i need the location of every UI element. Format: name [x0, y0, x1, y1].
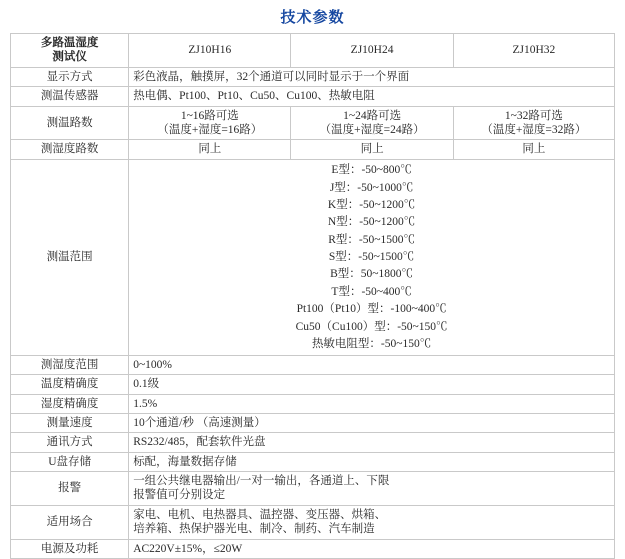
row-label-humidity-channels: 测湿度路数: [11, 140, 129, 159]
temp-range-item: 热敏电阻型：-50~150℃: [311, 337, 432, 350]
row-value-humidity-channels-2: 同上: [291, 140, 453, 159]
temp-range-item: E型：-50~800℃: [331, 164, 412, 177]
table-row: [11, 413, 615, 432]
model-column-1: ZJ10H16: [129, 34, 291, 68]
row-value-temp-sensor: 热电偶、Pt100、Pt10、Cu50、Cu100、热敏电阻: [129, 87, 615, 106]
row-value-usb-storage: 标配，海量数据存储: [129, 452, 615, 471]
model-column-2: ZJ10H24: [291, 34, 453, 68]
row-value-power: AC220V±15%，≤20W: [129, 539, 615, 558]
temp-range-item: R型：-50~1500℃: [328, 233, 415, 246]
row-label-usb-storage: U盘存储: [11, 452, 129, 471]
temp-channels-2-line1: 1~24路可选: [343, 109, 402, 122]
row-label-temp-accuracy: 温度精确度: [11, 375, 129, 394]
table-row: [11, 394, 615, 413]
row-value-communication: RS232/485，配套软件光盘: [129, 433, 615, 452]
table-row: [11, 355, 615, 374]
table-row: [11, 87, 615, 106]
row-value-humidity-channels-1: 同上: [129, 140, 291, 159]
table-header-product-label: [11, 34, 129, 68]
row-label-humidity-range: 测湿度范围: [11, 355, 129, 374]
row-label-alarm: 报警: [11, 472, 129, 506]
header-label-line2: 测试仪: [52, 51, 87, 64]
table-header-row: [11, 34, 615, 68]
applications-line2: 培养箱、热保护器光电、制冷、制药、汽车制造: [133, 523, 375, 536]
row-value-humidity-range: 0~100%: [129, 355, 615, 374]
row-value-applications: [129, 505, 615, 539]
row-value-temp-accuracy: 0.1级: [129, 375, 615, 394]
row-label-power: 电源及功耗: [11, 539, 129, 558]
row-value-humidity-channels-3: 同上: [453, 140, 614, 159]
row-label-humidity-accuracy: 湿度精确度: [11, 394, 129, 413]
table-row: [11, 452, 615, 471]
row-label-temp-channels: 测温路数: [11, 106, 129, 140]
row-value-alarm: [129, 472, 615, 506]
page-title: 技术参数: [280, 9, 345, 26]
temp-range-item: Pt100（Pt10）型：-100~400℃: [296, 303, 447, 316]
temp-range-item: K型：-50~1200℃: [327, 198, 416, 211]
temp-range-item: B型：50~1800℃: [330, 268, 414, 281]
row-value-temp-channels-3: [453, 106, 614, 140]
row-value-display-mode: 彩色液晶，触摸屏，32个通道可以同时显示于一个界面: [129, 67, 615, 86]
temp-channels-3-line2: （温度+湿度=32路）: [481, 123, 587, 136]
temp-range-item: S型：-50~1500℃: [328, 251, 415, 263]
alarm-line2: 报警值可分别设定: [133, 489, 226, 502]
row-value-temp-channels-1: [129, 106, 291, 140]
table-row: [11, 505, 615, 539]
row-label-applications: 适用场合: [11, 505, 129, 539]
table-row: [11, 375, 615, 394]
temp-range-item: T型：-50~400℃: [331, 285, 412, 298]
table-row: [11, 539, 615, 558]
temp-channels-1-line2: （温度+湿度=16路）: [157, 123, 263, 136]
temp-range-item: N型：-50~1200℃: [327, 216, 416, 229]
row-label-temp-sensor: 测温传感器: [11, 87, 129, 106]
row-value-measure-speed: 10个通道/秒 （高速测量）: [129, 413, 615, 432]
row-label-measure-speed: 测量速度: [11, 413, 129, 432]
table-row: [11, 67, 615, 86]
specifications-table: [10, 33, 615, 559]
table-row: [11, 472, 615, 506]
table-row: [11, 106, 615, 140]
table-row: [11, 140, 615, 159]
row-value-temp-range: [129, 159, 615, 355]
temp-channels-3-line1: 1~32路可选: [504, 109, 563, 122]
row-value-humidity-accuracy: 1.5%: [129, 394, 615, 413]
row-label-communication: 通讯方式: [11, 433, 129, 452]
row-label-temp-range: 测温范围: [11, 159, 129, 355]
header-label-line1: 多路温湿度: [40, 37, 99, 49]
table-row: [11, 433, 615, 452]
model-column-3: ZJ10H32: [453, 34, 614, 68]
temp-range-item: Cu50（Cu100）型：-50~150℃: [295, 320, 448, 333]
temp-channels-2-line2: （温度+湿度=24路）: [319, 123, 425, 136]
row-label-display-mode: 显示方式: [11, 67, 129, 86]
temp-range-item: J型：-50~1000℃: [329, 181, 414, 194]
table-row: [11, 159, 615, 355]
applications-line1: 家电、电机、电热器具、温控器、变压器、烘箱、: [133, 508, 387, 521]
alarm-line1: 一组公共继电器输出/一对一输出，各通道上、下限: [133, 475, 390, 487]
row-value-temp-channels-2: [291, 106, 453, 140]
temp-channels-1-line1: 1~16路可选: [180, 109, 239, 122]
